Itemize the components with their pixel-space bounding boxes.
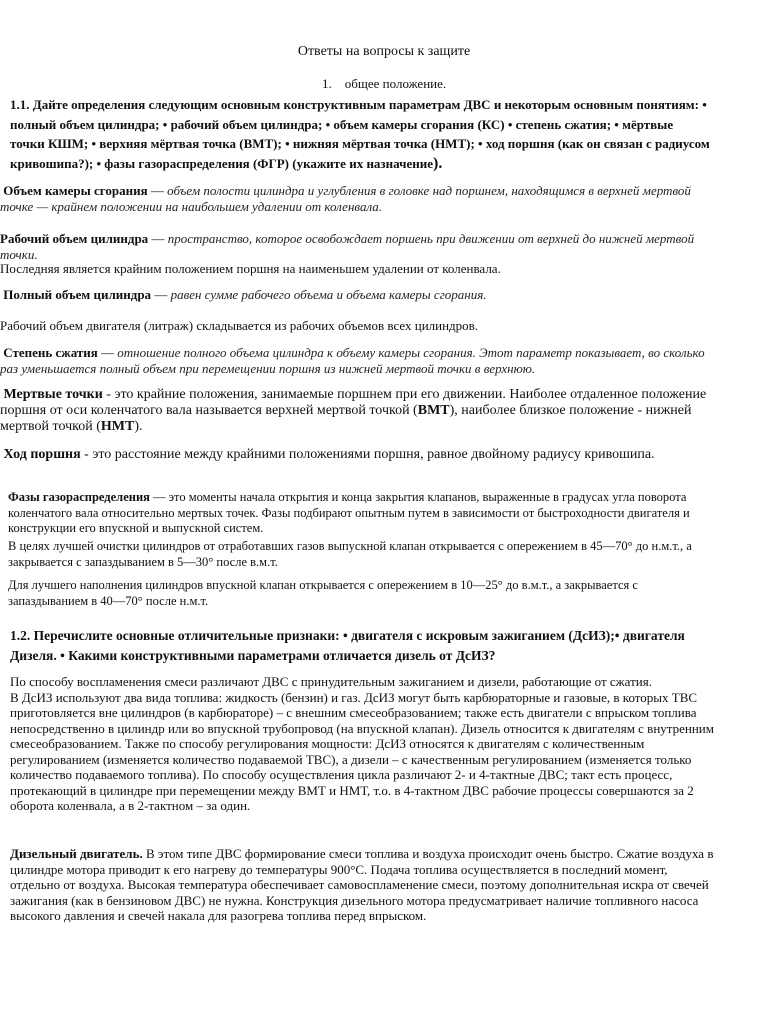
definition-full-volume <box>0 287 712 303</box>
definition-dead-points <box>0 387 712 435</box>
text-valve-timing: — это моменты начала открытия и конца закрытия клапанов, выраженные в градусах угла поворота коленчатого вала относительно мертвых точек. Фазы подбирают опытным путем в зависимости от быстроходности двигателя и конструкции его впускной и выпускной систем. <box>8 490 690 535</box>
definition-compression-ratio <box>0 345 712 377</box>
text-diesel-engine: В этом типе ДВС формирование смеси топлива и воздуха происходит очень быстро. Сжатие воздуха в цилиндре мотора приводит к его нагреву до температуры 900°С. Подача топлива осуществляется в последний момент, отдельно от воздуха. Высокая температура обеспечивает самовоспламенение смеси, поэтому дополнительная искра от свечей зажигания (как в бензиновом ДВС) не нужна. Конструкция дизельного мотора предусматривает наличие топливного насоса высокого давления и свечей накала для разогрева топлива перед впрыском. <box>10 846 714 923</box>
text-full-volume: равен сумме рабочего объема и объема камеры сгорания. <box>170 287 487 302</box>
text-dead-points-3: ). <box>134 419 143 434</box>
term-piston-stroke: Ход поршня <box>3 447 81 462</box>
answer-line: По способу воспламенения смеси различают ДВС с принудительным зажиганием и дизели, работающие от сжатия. <box>10 674 652 689</box>
text-compression-ratio: отношение полного объема цилиндра к объему камеры сгорания. Этот параметр показывает, во сколько раз уменьшается полный объем при перемещении поршня из нижней мертвой точки в верхнюю. <box>0 345 705 376</box>
term-full-volume: Полный объем цилиндра <box>3 287 152 302</box>
section-heading <box>322 76 446 92</box>
question-1-1 <box>10 95 710 173</box>
term-valve-timing: Фазы газораспределения <box>8 490 150 504</box>
answer-1-2 <box>10 674 720 814</box>
dash: — <box>147 183 168 198</box>
term-diesel-engine: Дизельный двигатель. <box>10 846 143 861</box>
term-dead-points: Мертвые точки <box>3 387 103 402</box>
dash: — <box>97 345 118 360</box>
abbr-vmt: ВМТ <box>417 403 450 418</box>
page-title: Ответы на вопросы к защите <box>297 44 471 59</box>
text-dead-points-1: - это крайние положения, занимаемые поршнем при его движении. Наиболее отдаленное положение поршня от оси коленчатого вала называется верхней мертвой точкой ( <box>0 387 707 418</box>
text-combustion-chamber: объем полости цилиндра и углубления в головке над поршнем, находящимся в верхней мертвой точке — крайнем положении на наибольшем удалении от коленвала. <box>0 183 691 214</box>
text-dead-points-2: ), наиболее близкое положение - нижней мертвой точкой ( <box>0 403 692 434</box>
text-piston-stroke: - это расстояние между крайними положениями поршня, равное двойному радиусу кривошипа. <box>80 447 655 462</box>
intake-valve-paragraph: Для лучшего наполнения цилиндров впускной клапан открывается с опережением в 10—25° до в.м.т., а закрывается с запаздыванием в 40—70° после н.м.т. <box>8 578 638 608</box>
definition-combustion-chamber <box>0 183 712 215</box>
definition-piston-stroke <box>0 446 712 463</box>
question-1-2: 1.2. Перечислите основные отличительные признаки: • двигателя с искровым зажиганием (ДсИЗ);• двигателя Дизеля. • Какими конструктивными параметрами отличается дизель от ДсИЗ? <box>10 628 685 663</box>
term-compression-ratio: Степень сжатия <box>3 345 98 360</box>
litrage-paragraph: Рабочий объем двигателя (литраж) складывается из рабочих объемов всех цилиндров. <box>0 318 479 333</box>
definition-valve-timing <box>8 490 708 537</box>
text-working-volume: пространство, которое освобождает поршень при движении от верхней до нижней мертвой точки. <box>0 231 695 262</box>
exhaust-valve-paragraph: В целях лучшей очистки цилиндров от отработавших газов выпускной клапан открывается с опережением в 45—70° до н.м.т., а закрывается с запаздыванием в 5—30° после в.м.т. <box>8 539 692 569</box>
dash: — <box>151 287 171 302</box>
diesel-engine-paragraph <box>10 846 720 924</box>
working-volume-note: Последняя является крайним положением поршня на наименьшем удалении от коленвала. <box>0 261 501 276</box>
dash: — <box>148 231 168 246</box>
section-number: 1. <box>322 76 332 91</box>
definition-working-volume <box>0 231 712 263</box>
answer-line: В ДсИЗ используют два вида топлива: жидкость (бензин) и газ. ДсИЗ могут быть карбюраторные и газовые, в которых ТВС приготовляется вне цилиндров (в карбюраторе) – с внешним смесеобразованием; также есть двигатели с впрыском топлива непосредственно в цилиндр или во впускной трубопровод (на впускной клапан). Дизель относится к двигателям с внутренним смесеобразованием. Также по способу регулирования мощности: ДсИЗ относятся к двигателям с количественным регулированием (изменяется количество подаваемой ТВС), а дизели – с качественным регулированием (изменяется только количество подаваемого топлива). По способу осуществления цикла различают 2- и 4-тактные ДВС; такт есть процесс, протекающий в цилиндре при перемещении между ВМТ и НМТ, т.о. в 4-тактном ДВС рабочие процессы совершаются за 2 оборота коленвала, а в 2-тактном – за один. <box>10 689 714 813</box>
term-working-volume: Рабочий объем цилиндра <box>0 231 149 246</box>
abbr-nmt: НМТ <box>100 419 135 434</box>
question-1-1-tail: ). <box>432 154 443 172</box>
section-title: общее положение. <box>344 76 447 91</box>
question-1-1-text: 1.1. Дайте определения следующим основным конструктивным параметрам ДВС и некоторым основным понятиям: • полный объем цилиндра; • рабочий объем цилиндра; • объем камеры сгорания (КС) • степень сжатия; • мёртвые точки КШМ; • верхняя мёртвая точка (ВМТ); • нижняя мёртвая точка (НМТ); • ход поршня (как он связан с радиусом кривошипа?); • фазы газораспределения (ФГР) (укажите их назначение <box>10 97 710 171</box>
term-combustion-chamber: Объем камеры сгорания <box>3 183 148 198</box>
